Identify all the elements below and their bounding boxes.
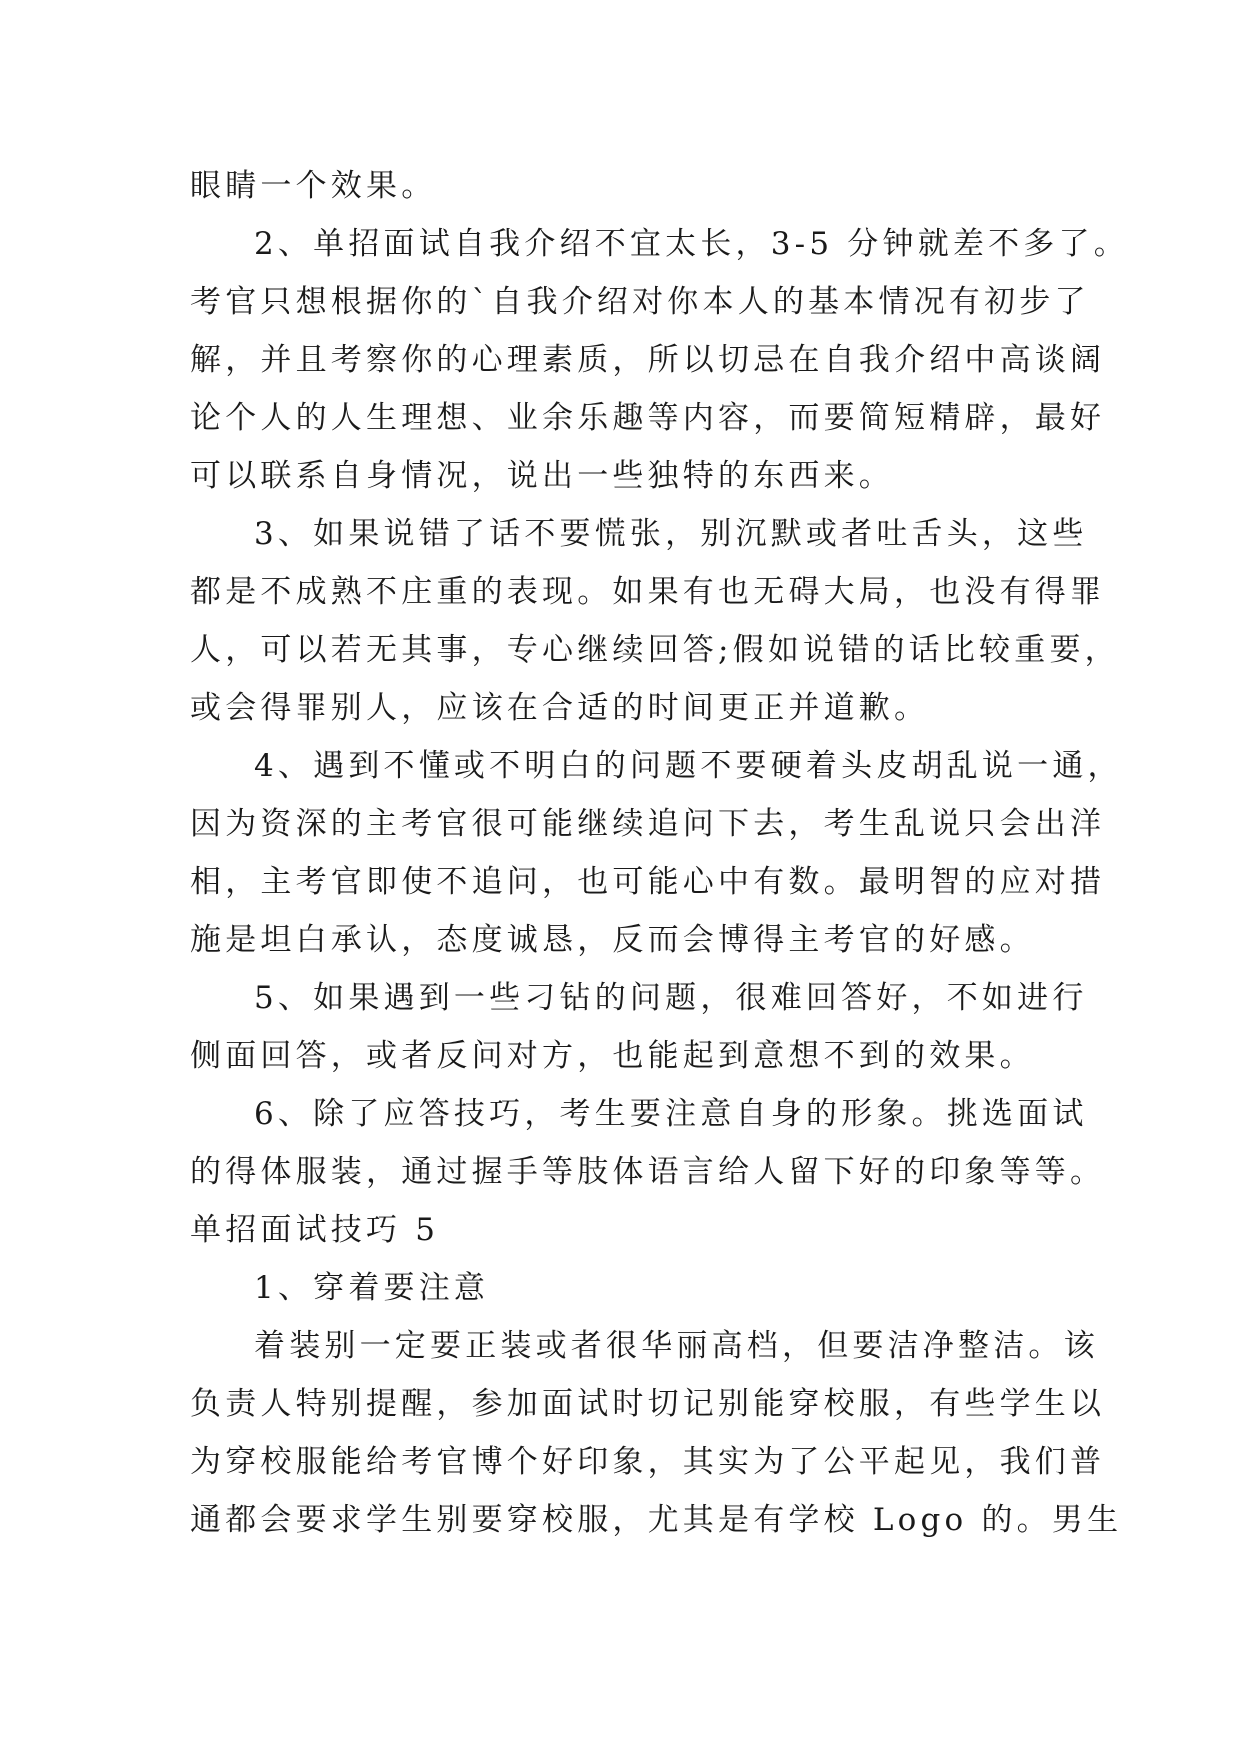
text-line: 因为资深的主考官很可能继续追问下去，考生乱说只会出洋: [190, 806, 1106, 842]
text-line: 考官只想根据你的`自我介绍对你本人的基本情况有初步了: [190, 284, 1090, 320]
text-line: 2、单招面试自我介绍不宜太长，3-5 分钟就差不多了。: [254, 226, 1129, 262]
text-line: 4、遇到不懂或不明白的问题不要硬着头皮胡乱说一通，: [254, 748, 1123, 784]
section-heading: 单招面试技巧 5: [190, 1212, 440, 1248]
text-line: 6、除了应答技巧，考生要注意自身的形象。挑选面试: [254, 1096, 1088, 1132]
text-line: 为穿校服能给考官博个好印象，其实为了公平起见，我们普: [190, 1444, 1106, 1480]
text-line: 通都会要求学生别要穿校服，尤其是有学校 Logo 的。男生: [190, 1502, 1123, 1538]
text-line: 解，并且考察你的心理素质，所以切忌在自我介绍中高谈阔: [190, 342, 1106, 378]
text-line: 都是不成熟不庄重的表现。如果有也无碍大局，也没有得罪: [190, 574, 1106, 610]
text-line: 的得体服装，通过握手等肢体语言给人留下好的印象等等。: [190, 1154, 1106, 1190]
subheading: 1、穿着要注意: [254, 1270, 490, 1306]
text-line: 论个人的人生理想、业余乐趣等内容，而要简短精辟，最好: [190, 400, 1106, 436]
text-line: 5、如果遇到一些刁钻的问题，很难回答好，不如进行: [254, 980, 1088, 1016]
text-line: 眼睛一个效果。: [190, 168, 437, 204]
text-line: 可以联系自身情况，说出一些独特的东西来。: [190, 458, 894, 494]
text-line: 侧面回答，或者反问对方，也能起到意想不到的效果。: [190, 1038, 1035, 1074]
text-line: 人，可以若无其事，专心继续回答;假如说错的话比较重要，: [190, 632, 1120, 668]
text-line: 或会得罪别人，应该在合适的时间更正并道歉。: [190, 690, 930, 726]
text-line: 3、如果说错了话不要慌张，别沉默或者吐舌头，这些: [254, 516, 1088, 552]
text-line: 相，主考官即使不追问，也可能心中有数。最明智的应对措: [190, 864, 1106, 900]
text-line: 负责人特别提醒，参加面试时切记别能穿校服，有些学生以: [190, 1386, 1106, 1422]
text-line: 着装别一定要正装或者很华丽高档，但要洁净整洁。该: [254, 1328, 1099, 1364]
document-body: [190, 157, 1129, 1549]
text-line: 施是坦白承认，态度诚恳，反而会博得主考官的好感。: [190, 922, 1035, 958]
